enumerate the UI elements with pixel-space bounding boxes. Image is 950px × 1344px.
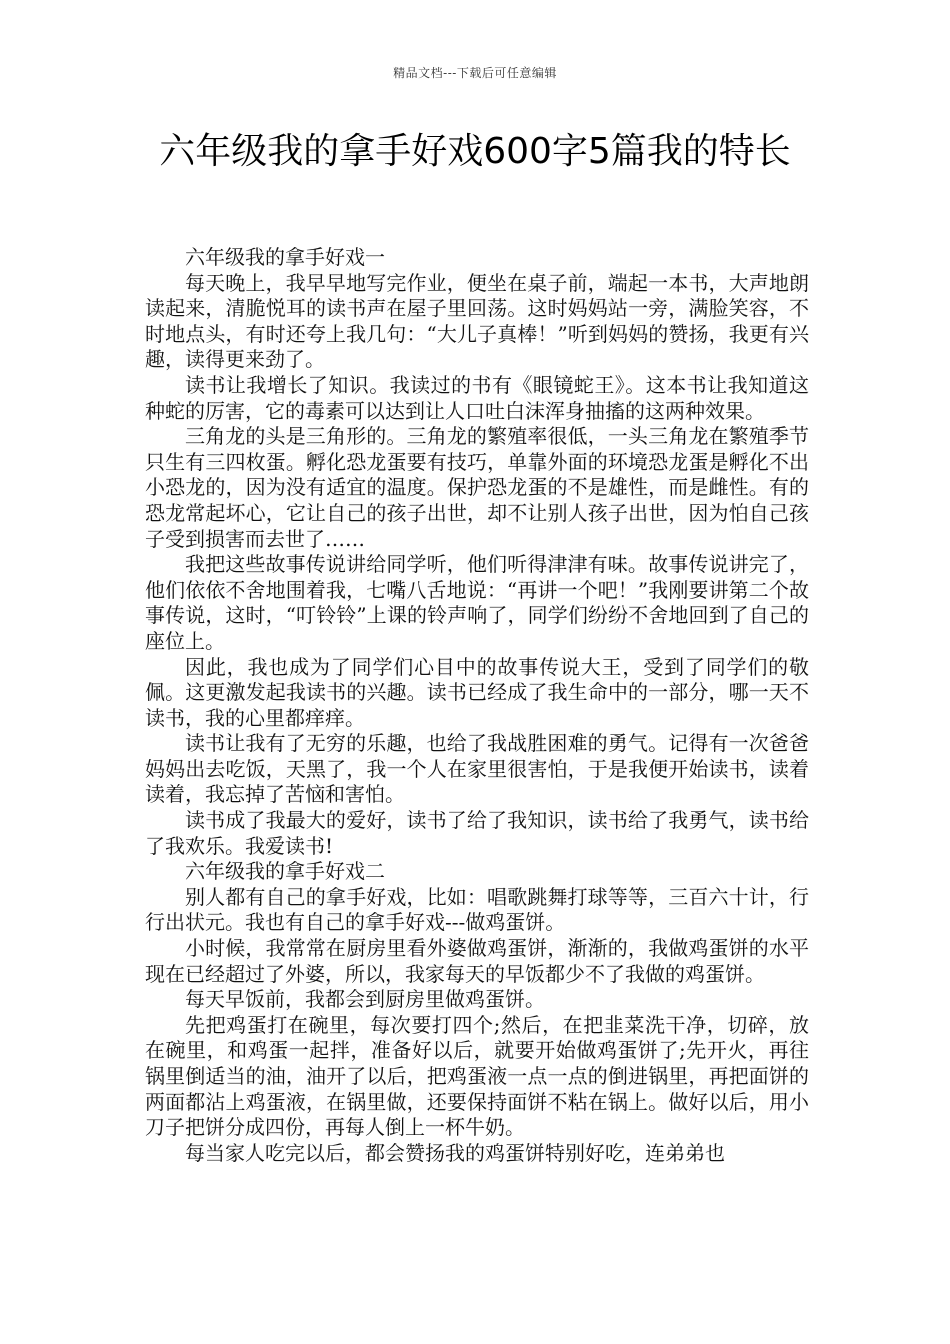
paragraph: 我把这些故事传说讲给同学听，他们听得津津有味。故事传说讲完了，他们依依不舍地围着我，七嘴八舌地说：“再讲一个吧！”我刚要讲第二个故事传说，这时，“叮铃铃”上课的铃声响了，同学们纷纷不舍地回到了自己的座位上。 [145,552,809,653]
paragraph: 别人都有自己的拿手好戏，比如：唱歌跳舞打球等等，三百六十计，行行出状元。我也有自己的拿手好戏---做鸡蛋饼。 [145,884,809,935]
paragraph: 每当家人吃完以后，都会赞扬我的鸡蛋饼特别好吃，连弟弟也 [185,1140,725,1165]
paragraph: 每天晚上，我早早地写完作业，便坐在桌子前，端起一本书，大声地朗读起来，清脆悦耳的读书声在屋子里回荡。这时妈妈站一旁，满脸笑容，不时地点头，有时还夸上我几句：“大儿子真棒！”听到妈妈的赞扬，我更有兴趣，读得更来劲了。 [145,270,809,372]
paragraph: 读书让我增长了知识。我读过的书有《眼镜蛇王》。这本书让我知道这种蛇的厉害，它的毒素可以达到让人口吐白沫浑身抽搐的这两种效果。 [145,372,809,423]
section-heading: 六年级我的拿手好戏二 [185,859,385,884]
paragraph: 三角龙的头是三角形的。三角龙的繁殖率很低，一头三角龙在繁殖季节只生有三四枚蛋。孵化恐龙蛋要有技巧，单靠外面的环境恐龙蛋是孵化不出小恐龙的，因为没有适宜的温度。保护恐龙蛋的不是雄性，而是雌性。有的恐龙常起坏心，它让自己的孩子出世，却不让别人孩子出世，因为怕自己孩子受到损害而去世了…… [145,424,809,551]
section-heading: 六年级我的拿手好戏一 [185,245,385,269]
paragraph: 小时候，我常常在厨房里看外婆做鸡蛋饼，渐渐的，我做鸡蛋饼的水平现在已经超过了外婆，所以，我家每天的早饭都少不了我做的鸡蛋饼。 [145,936,809,986]
paragraph: 每天早饭前，我都会到厨房里做鸡蛋饼。 [185,987,545,1012]
document-title: 六年级我的拿手好戏600字5篇我的特长 [159,131,791,172]
paragraph: 读书让我有了无穷的乐趣，也给了我战胜困难的勇气。记得有一次爸爸妈妈出去吃饭，天黑了，我一个人在家里很害怕，于是我便开始读书，读着读着，我忘掉了苦恼和害怕。 [145,731,809,807]
document-body [145,245,809,1166]
paragraph: 先把鸡蛋打在碗里，每次要打四个;然后，在把韭菜洗干净，切碎，放在碗里，和鸡蛋一起拌，准备好以后，就要开始做鸡蛋饼了;先开火，再往锅里倒适当的油，油开了以后，把鸡蛋液一点一点的倒进锅里，再把面饼的两面都沾上鸡蛋液，在锅里做，还要保持面饼不粘在锅上。做好以后，用小刀子把饼分成四份，再每人倒上一杯牛奶。 [145,1012,809,1140]
paragraph: 读书成了我最大的爱好，读书了给了我知识，读书给了我勇气，读书给了我欢乐。我爱读书! [145,808,809,858]
paragraph: 因此，我也成为了同学们心目中的故事传说大王，受到了同学们的敬佩。这更激发起我读书的兴趣。读书已经成了我生命中的一部分，哪一天不读书，我的心里都痒痒。 [145,654,809,730]
header-note: 精品文档---下载后可任意编辑 [393,66,557,80]
